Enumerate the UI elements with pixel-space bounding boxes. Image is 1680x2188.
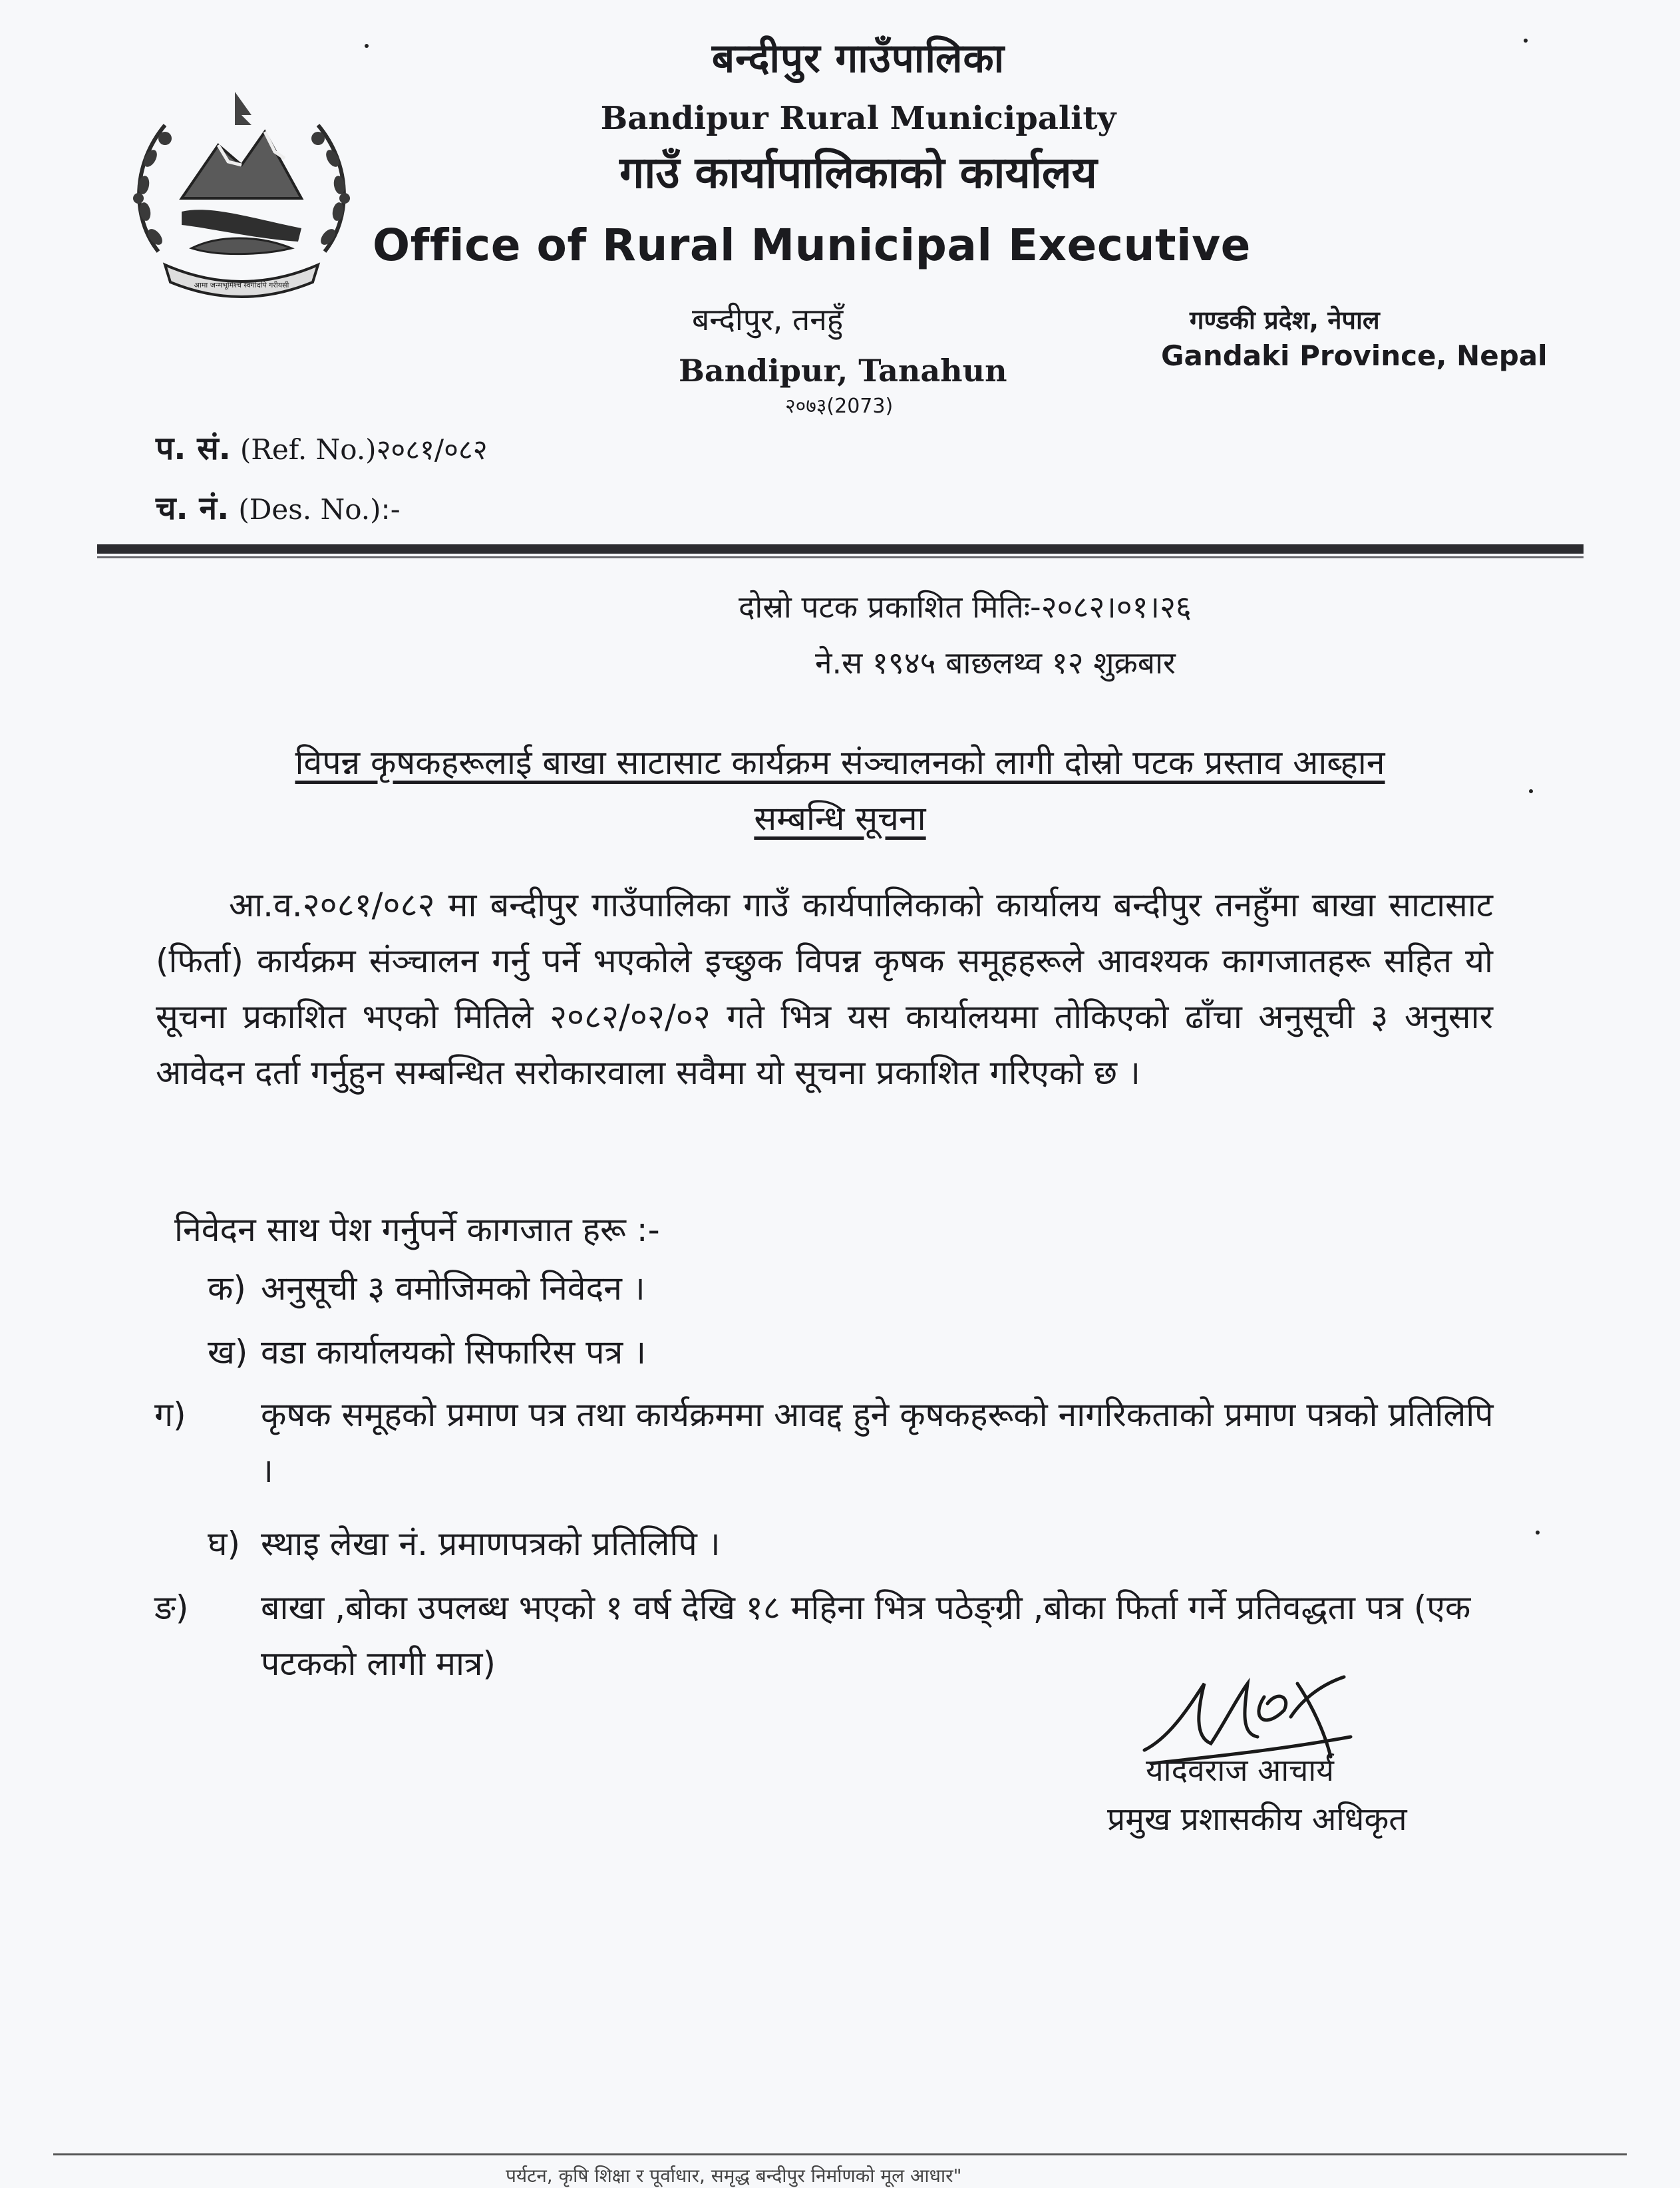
list-text: कृषक समूहको प्रमाण पत्र तथा कार्यक्रममा आवद्द हुने कृषकहरूको नागरिकताको प्रमाण पत्रको प्रतिलिपि । xyxy=(261,1395,1494,1490)
despatch-number xyxy=(156,486,401,529)
header-divider-thin xyxy=(97,556,1584,558)
established-year: २०७३(2073) xyxy=(785,395,894,418)
list-marker: क) xyxy=(208,1269,246,1308)
subject-line-1: विपन्न कृषकहरूलाई बाखा साटासाट कार्यक्रम संञ्चालनको लागी दोस्रो पटक प्रस्ताव आब्हान xyxy=(295,743,1385,782)
list-marker: ङ) xyxy=(154,1588,189,1627)
des-label: च. नं. xyxy=(156,490,230,527)
nepal-sambat-date: ने.स १९४५ बाछलथ्व १२ शुक्रबार xyxy=(815,645,1176,681)
ref-label: प. सं. xyxy=(156,430,231,467)
list-marker: ख) xyxy=(208,1333,248,1371)
scan-speck xyxy=(1524,39,1528,43)
signatory-name: यादवराज आचार्य xyxy=(1146,1752,1334,1788)
scan-speck xyxy=(1536,1531,1540,1535)
province-english: Gandaki Province, Nepal xyxy=(1161,339,1548,372)
published-date: दोस्रो पटक प्रकाशित मितिः-२०८२।०१।२६ xyxy=(739,589,1192,625)
scan-speck xyxy=(365,44,369,48)
header-divider xyxy=(97,544,1584,554)
office-name-nepali: गाउँ कार्यापालिकाको कार्यालय xyxy=(619,147,1097,198)
footer-motto: पर्यटन, कृषि शिक्षा र पूर्वाधार, समृद्ध बन्दीपुर निर्माणको मूल आधार" xyxy=(506,2165,962,2187)
municipality-name-english: Bandipur Rural Municipality xyxy=(600,100,1116,137)
municipality-name-nepali: बन्दीपुर गाउँपालिका xyxy=(711,35,1005,82)
list-item xyxy=(208,1516,1512,1572)
province-nepali: गण्डकी प्रदेश, नेपाल xyxy=(1190,305,1380,335)
list-marker: ग) xyxy=(154,1395,186,1434)
notice-body: आ.व.२०८१/०८२ मा बन्दीपुर गाउँपालिका गाउँ कार्यपालिकाको कार्यालय बन्दीपुर तनहुँमा बाखा साटासाट (फिर्ता) कार्यक्रम संञ्चालन गर्नु पर्ने भएकोले इच्छुक विपन्न कृषक समूहहरूले आवश्यक कागजातहरू सहित यो सूचना प्रकाशित भएको मितिले २०८२/०२/०२ गते भित्र यस कार्यालयमा तोकिएको ढाँचा अनुसूची ३ अनुसार आवेदन दर्ता गर्नुहुन सम्बन्धित सरोकारवाला सवैमा यो सूचना प्रकाशित गरिएको छ । xyxy=(156,886,1493,1092)
list-text: वडा कार्यालयको सिफारिस पत्र । xyxy=(261,1333,647,1371)
list-text: स्थाइ लेखा नं. प्रमाणपत्रको प्रतिलिपि । xyxy=(261,1525,721,1563)
des-sub-label: (Des. No.) xyxy=(238,493,381,526)
ref-value: २०८१/०८२ xyxy=(376,433,488,466)
ref-sub-label: (Ref. No.) xyxy=(240,433,377,466)
documents-heading: निवेदन साथ पेश गर्नुपर्ने कागजात हरू :- xyxy=(174,1210,660,1249)
list-text: अनुसूची ३ वमोजिमको निवेदन । xyxy=(261,1269,645,1308)
place-nepali: बन्दीपुर, तनहुँ xyxy=(692,301,844,337)
nepal-government-emblem-icon xyxy=(118,85,365,305)
list-item xyxy=(208,1260,1512,1316)
subject-line-2: सम्बन्धि सूचना xyxy=(754,799,926,838)
place-english: Bandipur, Tanahun xyxy=(679,353,1007,389)
signatory-title: प्रमुख प्रशासकीय अधिकृत xyxy=(1107,1801,1407,1838)
footer-divider xyxy=(53,2153,1627,2155)
des-value: :- xyxy=(381,493,401,526)
list-marker: घ) xyxy=(208,1525,241,1563)
list-item xyxy=(208,1324,1512,1380)
scan-speck xyxy=(1529,789,1533,793)
office-name-english: Office of Rural Municipal Executive xyxy=(373,220,1251,271)
emblem-motto: आमा जन्मभूमिश्च स्वर्गादपि गरीयसी xyxy=(194,281,289,289)
list-item xyxy=(154,1387,1512,1499)
list-text: बाखा ,बोका उपलब्ध भएको १ वर्ष देखि १८ महिना भित्र पठेङ्ग्री ,बोका फिर्ता गर्ने प्रतिवद्धता पत्र (एक पटकको लागी मात्र) xyxy=(261,1588,1471,1683)
reference-number xyxy=(156,426,488,469)
